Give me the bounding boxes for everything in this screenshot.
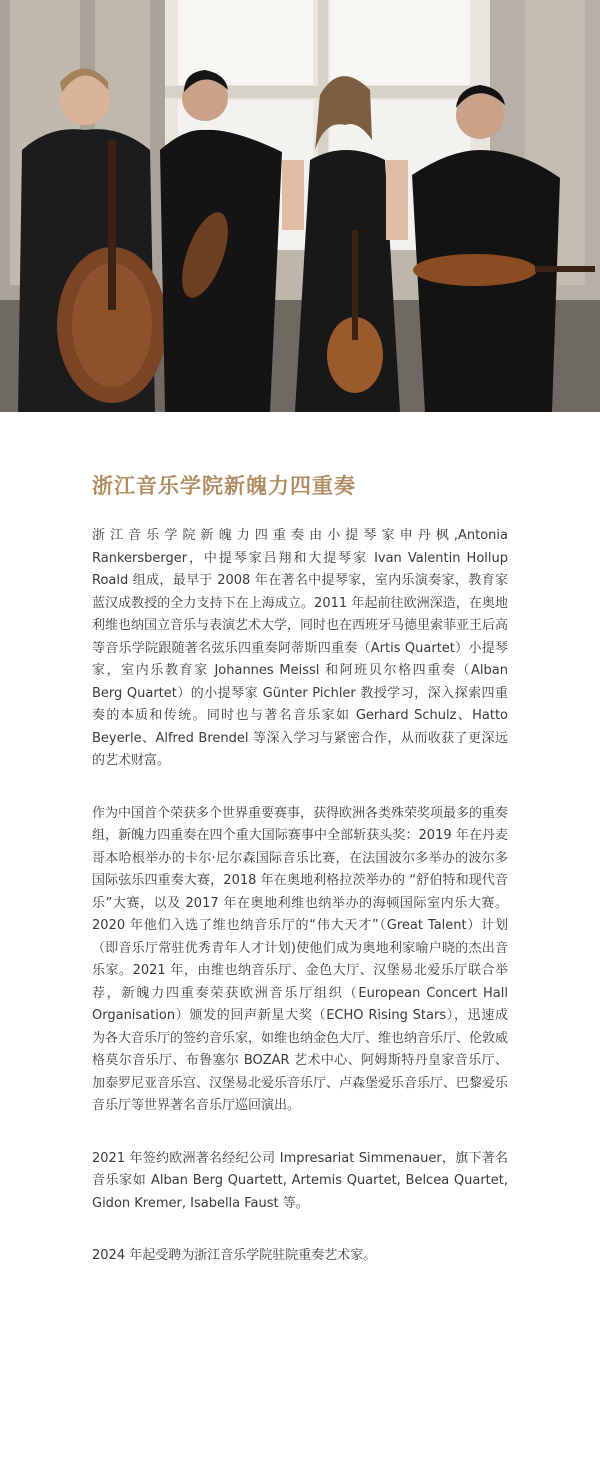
quartet-photo-illustration (0, 0, 600, 412)
paragraph-intro: 浙江音乐学院新魄力四重奏由小提琴家申丹枫,Antonia Rankersberger，中提琴家吕翔和大提琴家 Ivan Valentin Hollup Roald 组成，最早于 2008 年在著名中提琴家，室内乐演奏家，教育家蓝汉成教授的全力支持下在上海成立。2011 年起前往欧洲深造，在奥地利维也纳国立音乐与表演艺术大学，同时也在西班牙马德里索菲亚王后高等音乐学院跟随著名弦乐四重奏阿蒂斯四重奏（Artis Quartet）小提琴家，室内乐教育家 Johannes Meissl 和阿班贝尔格四重奏（Alban Berg Quartet）的小提琴家 Günter Pichler 教授学习，深入探索四重奏的本质和传统。同时也与著名音乐家如 Gerhard Schulz、Hatto Beyerle、Alfred Brendel 等深入学习与紧密合作，从而收获了更深远的艺术财富。 (92, 528, 509, 769)
article (0, 412, 600, 1268)
paragraph-awards: 作为中国首个荣获多个世界重要赛事，获得欧洲各类殊荣奖项最多的重奏组，新魄力四重奏在四个重大国际赛事中全部斩获头奖：2019 年在丹麦哥本哈根举办的卡尔·尼尔森国际音乐比赛，在法国波尔多举办的波尔多国际弦乐四重奏大赛，2018 年在奥地利格拉茨举办的 “舒伯特和现代音乐”大赛，以及 2017 年在奥地利维也纳举办的海顿国际室内乐大赛。2020 年他们入选了维也纳音乐厅的“伟大天才”（Great Talent）计划（即音乐厅常驻优秀青年人才计划)使他们成为奥地利家喻户晓的杰出音乐家。2021 年，由维也纳音乐厅、金色大厅、汉堡易北爱乐厅联合举荐，新魄力四重奏荣获欧洲音乐厅组织（European Concert Hall Organisation）颁发的回声新星大奖（ECHO Rising Stars），迅速成为各大音乐厅的签约音乐家，如维也纳金色大厅、维也纳音乐厅、伦敦威格莫尔音乐厅、布鲁塞尔 BOZAR 艺术中心、阿姆斯特丹皇家音乐厅、加泰罗尼亚音乐宫、汉堡易北爱乐音乐厅、卢森堡爱乐音乐厅、巴黎爱乐音乐厅等世界著名音乐厅巡回演出。 (92, 805, 509, 1114)
article-title: 浙江音乐学院新魄力四重奏 (92, 474, 356, 498)
paragraph-agency: 2021 年签约欧洲著名经纪公司 Impresariat Simmenauer，旗下著名音乐家如 Alban Berg Quartett, Artemis Quartet, Belcea Quartet, Gidon Kremer, Isabella Faust 等。 (92, 1150, 508, 1211)
hero-photo (0, 0, 600, 412)
paragraph-residency: 2024 年起受聘为浙江音乐学院驻院重奏艺术家。 (92, 1248, 377, 1264)
